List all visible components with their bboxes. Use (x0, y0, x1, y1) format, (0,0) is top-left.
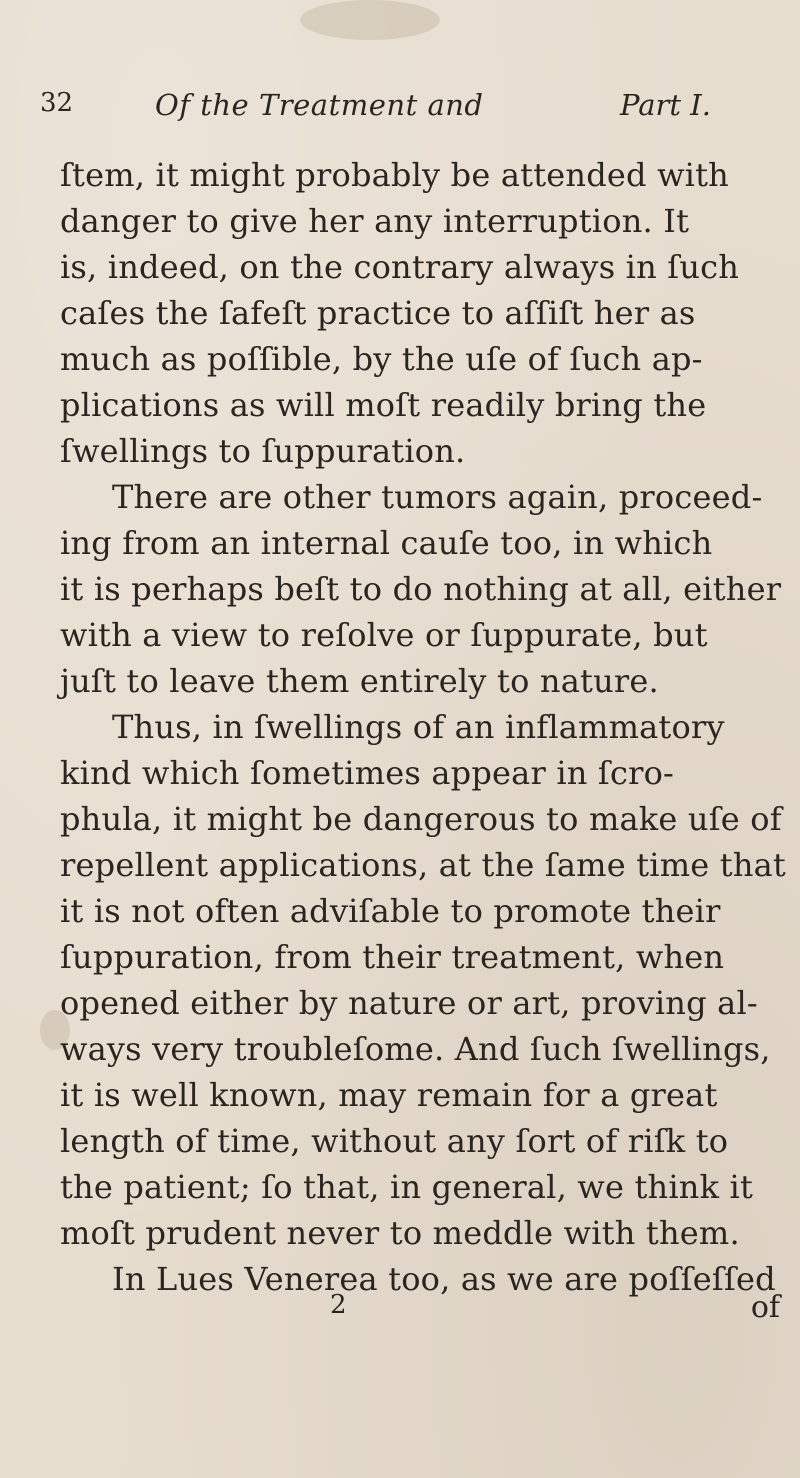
footer-catchline (60, 1290, 780, 1330)
text-line: the patient; ſo that, in general, we think it (60, 1168, 754, 1206)
text-line: Thus, in ſwellings of an inflammatory (112, 708, 725, 746)
text-line: with a view to reſolve or ſuppurate, but (60, 616, 708, 654)
text-line: opened either by nature or art, proving al- (60, 984, 758, 1022)
text-line: There are other tumors again, proceed- (112, 478, 763, 516)
text-line: plications as will moſt readily bring the (60, 386, 707, 424)
text-line: moſt prudent never to meddle with them. (60, 1214, 740, 1252)
text-line: ſtem, it might probably be attended with (60, 156, 729, 194)
text-line: ſuppuration, from their treatment, when (60, 938, 725, 976)
text-line: caſes the ſafeſt practice to aſſiſt her as (60, 294, 696, 332)
text-line: much as poſſible, by the uſe of ſuch ap- (60, 340, 703, 378)
text-line: juſt to leave them entirely to nature. (60, 662, 659, 700)
text-line: ſwellings to ſuppuration. (60, 432, 466, 470)
body-text (60, 152, 786, 1302)
running-title: Of the Treatment and (155, 88, 484, 122)
text-line: length of time, without any ſort of riſk to (60, 1122, 729, 1160)
text-line: repellent applications, at the ſame time that (60, 846, 786, 884)
signature-mark: 2 (330, 1290, 347, 1320)
text-line: is, indeed, on the contrary always in ſuch (60, 248, 740, 286)
paper-stain (300, 0, 440, 40)
text-line: it is not often adviſable to promote their (60, 892, 721, 930)
text-line: it is well known, may remain for a great (60, 1076, 718, 1114)
text-line: danger to give her any interruption. It (60, 202, 690, 240)
text-line: kind which ſometimes appear in ſcro- (60, 754, 675, 792)
text-line: ways very troubleſome. And ſuch ſwellings, (60, 1030, 771, 1068)
text-line: ing from an internal cauſe too, in which (60, 524, 713, 562)
running-header (40, 88, 760, 128)
text-line: it is perhaps beſt to do nothing at all, either (60, 570, 782, 608)
page-number: 32 (40, 88, 74, 118)
text-line: phula, it might be dangerous to make uſe of (60, 800, 782, 838)
text-line: In Lues Venerea too, as we are poſſeſſed (112, 1260, 776, 1298)
catchword: of (750, 1290, 780, 1325)
running-part: Part I. (620, 88, 711, 122)
